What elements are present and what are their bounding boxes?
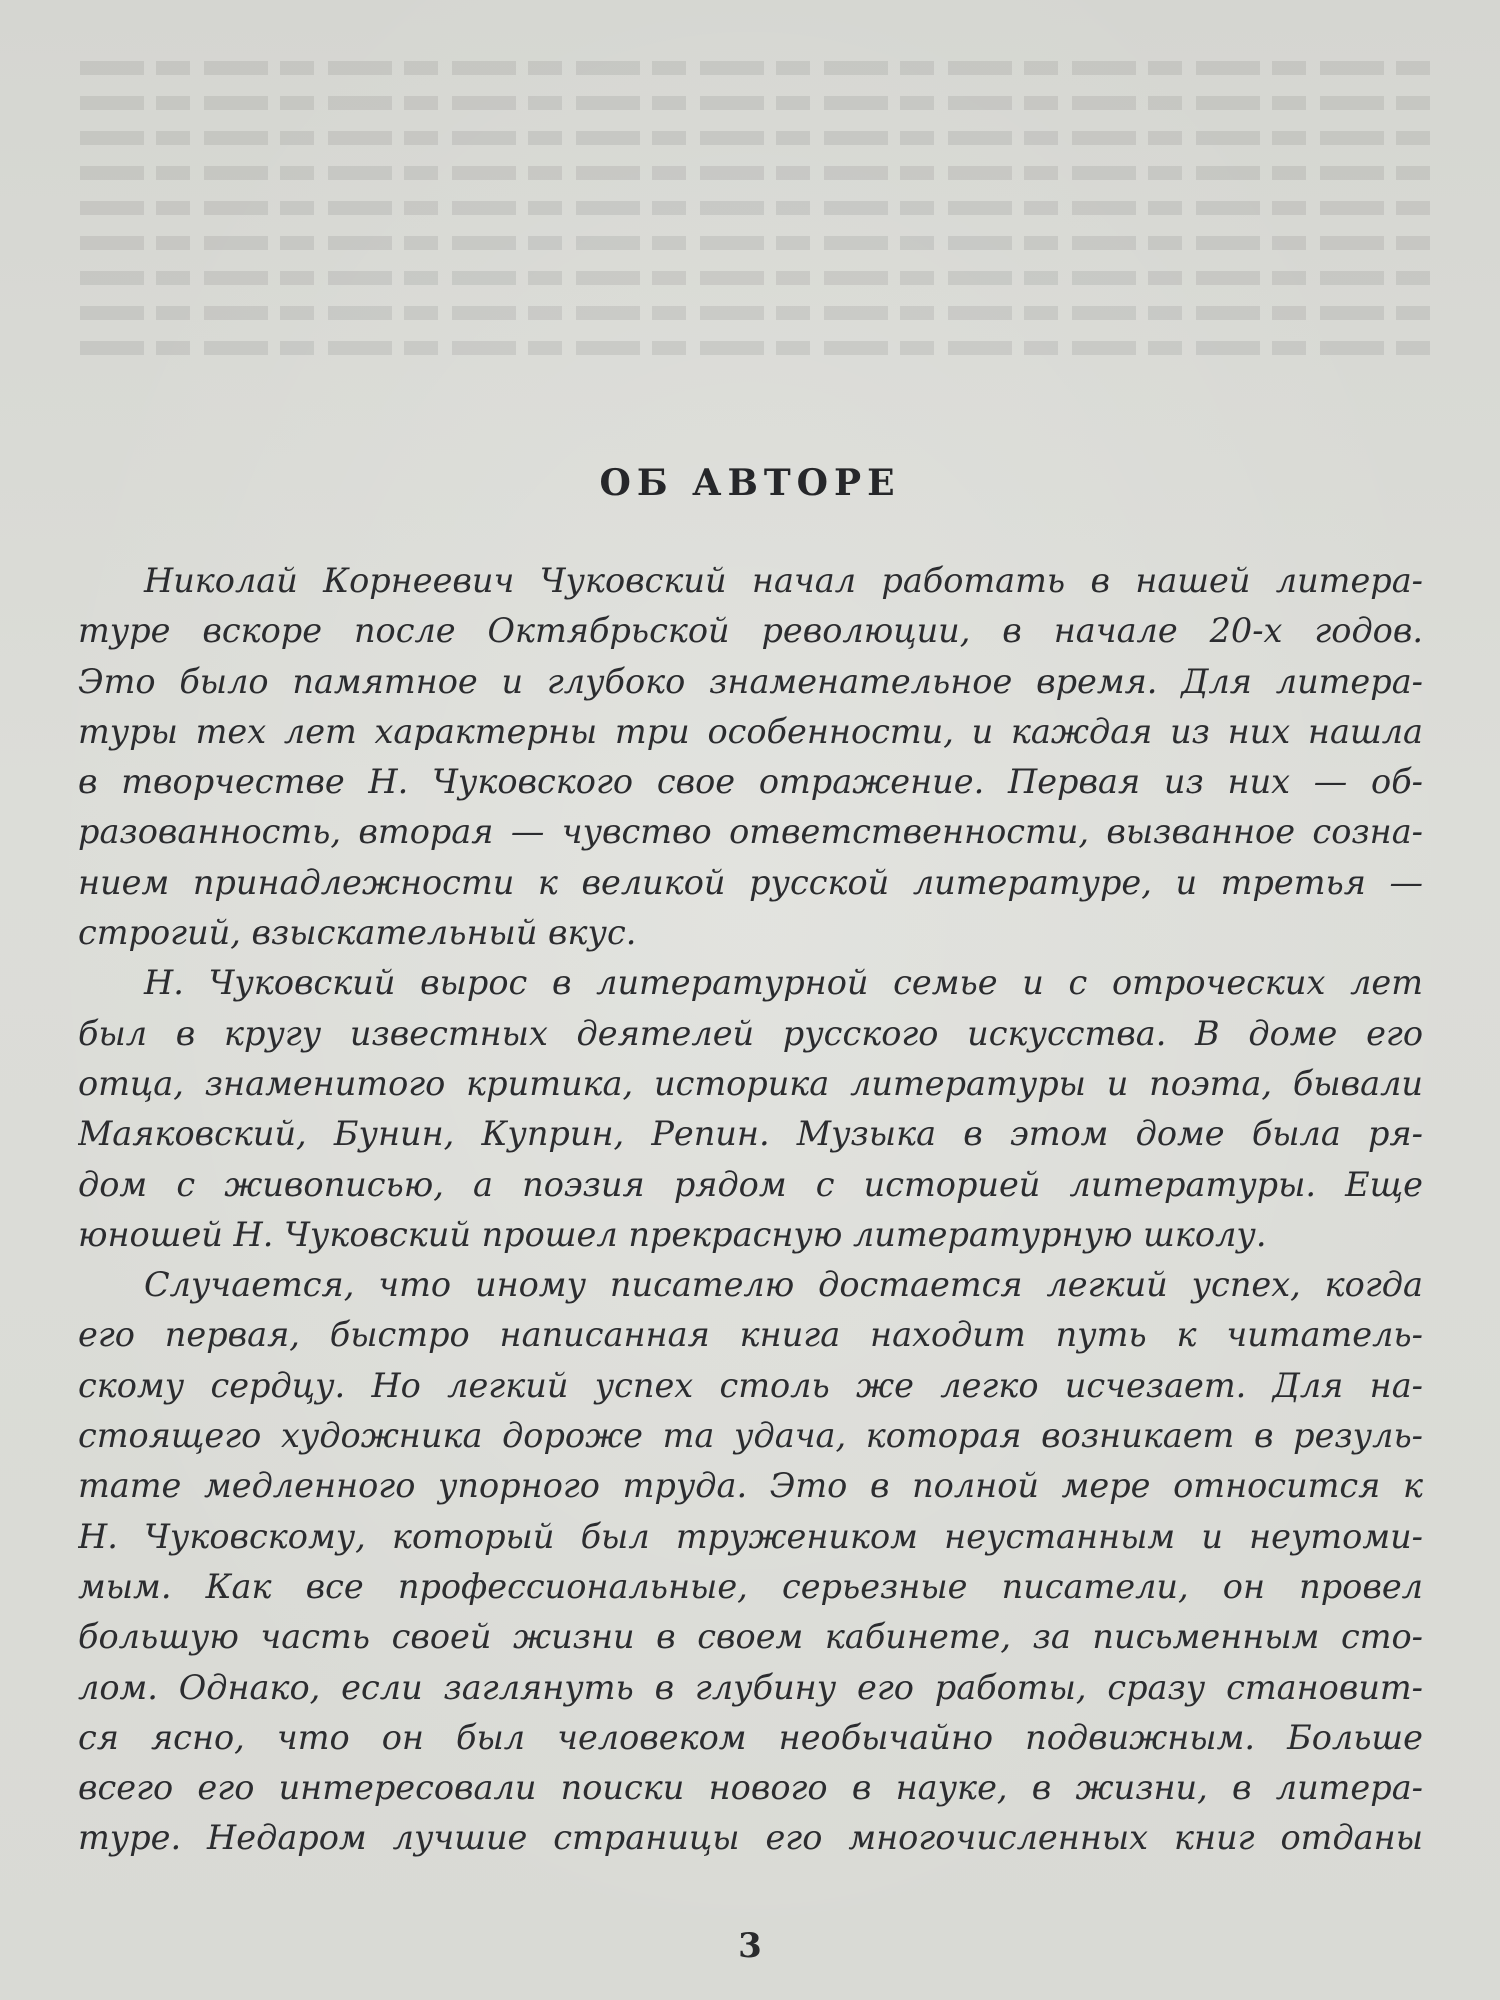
text-line: мым. Как все профессиональные, серьезные писатели, он провел [78, 1566, 1423, 1606]
text-line: отца, знаменитого критика, историка литературы и поэта, бывали [78, 1063, 1423, 1103]
text-line: Николай Корнеевич Чуковский начал работать в нашей литера- [144, 561, 1423, 600]
text-line: туре вскоре после Октябрьской революции, в начале 20-х годов. [78, 611, 1423, 651]
text-line: Н. Чуковскому, который был тружеником неустанным и неутоми- [78, 1516, 1423, 1556]
text-line: юношей Н. Чуковский прошел прекрасную литературную школу. [78, 1214, 1267, 1254]
text-line: туре. Недаром лучшие страницы его многочисленных книг отданы [78, 1818, 1423, 1858]
text-line: стоящего художника дороже та удача, которая возникает в резуль- [78, 1416, 1423, 1456]
text-line: ся ясно, что он был человеком необычайно подвижным. Больше [78, 1717, 1423, 1757]
body-text [78, 556, 1423, 1864]
text-line: лом. Однако, если заглянуть в глубину его работы, сразу становит- [78, 1667, 1423, 1707]
text-line: его первая, быстро написанная книга находит путь к читатель- [78, 1315, 1423, 1355]
text-line: Н. Чуковский вырос в литературной семье и с отроческих лет [144, 963, 1423, 1003]
section-heading: ОБ АВТОРЕ [599, 462, 901, 504]
text-line: скому сердцу. Но легкий успех столь же легко исчезает. Для на- [78, 1365, 1423, 1405]
text-line: дом с живописью, а поэзия рядом с историей литературы. Еще [78, 1164, 1423, 1204]
text-line: тате медленного упорного труда. Это в полной мере относится к [78, 1466, 1423, 1506]
text-line: большую часть своей жизни в своем кабинете, за письменным сто- [78, 1617, 1423, 1657]
text-line: Это было памятное и глубоко знаменательное время. Для литера- [78, 661, 1423, 701]
text-line: был в кругу известных деятелей русского искусства. В доме его [78, 1013, 1423, 1053]
text-line: в творчестве Н. Чуковского свое отражение. Первая из них — об- [78, 762, 1423, 802]
page-number: 3 [738, 1926, 762, 1966]
text-line: всего его интересовали поиски нового в науке, в жизни, в литера- [78, 1768, 1423, 1808]
text-line: нием принадлежности к великой русской литературе, и третья — [78, 862, 1423, 902]
text-line: разованность, вторая — чувство ответственности, вызванное созна- [78, 812, 1423, 852]
text-line: Случается, что иному писателю достается легкий успех, когда [144, 1265, 1423, 1305]
text-line: туры тех лет характерны три особенности, и каждая из них нашла [78, 711, 1423, 751]
text-line: строгий, взыскательный вкус. [78, 913, 637, 953]
text-line: Маяковский, Бунин, Куприн, Репин. Музыка в этом доме была ря- [78, 1114, 1423, 1154]
